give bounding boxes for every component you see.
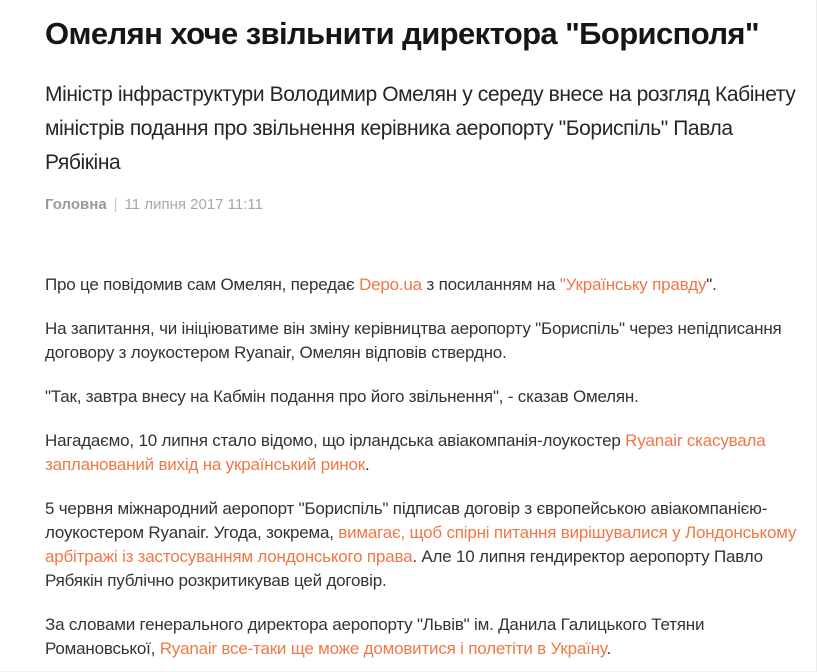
article-datetime: 11 липня 2017 11:11 (124, 196, 263, 213)
paragraph-text: . Але 10 липня гендиректор аеропорту Павло Рябякін публічно розкритикував цей договір. (45, 547, 763, 590)
meta-separator: | (113, 196, 118, 213)
article-lead: Міністр інфраструктури Володимир Омелян у середу внесе на розгляд Кабінету міністрів подання про звільнення керівника аеропорту "Бориспіль" Павла Рябікіна (45, 83, 796, 174)
paragraph-text: ". (706, 275, 717, 294)
paragraph-text: Нагадаємо, 10 липня стало відомо, що ірландська авіакомпанія-лоукостер (45, 431, 626, 450)
article-body (45, 273, 804, 661)
breadcrumb-section-link[interactable]: Головна (45, 196, 107, 213)
article-paragraph (45, 429, 804, 477)
article-meta (45, 196, 804, 213)
paragraph-text: . (606, 639, 611, 658)
inline-link[interactable]: "Українську правду (559, 275, 707, 294)
paragraph-text: За словами генерального директора аеропорту "Львів" ім. Данила Галицького Тетяни Романовської, (45, 615, 705, 658)
inline-link[interactable]: вимагає, щоб спірні питання вирішувалися у Лондонському арбітражі із застосуванням лондонського права (45, 523, 797, 566)
paragraph-text: На запитання, чи ініціюватиме він зміну керівництва аеропорту "Бориспіль" через непідписання договору з лоукостером Ryanair, Омелян відповів ствердно. (45, 319, 782, 362)
article-paragraph (45, 317, 804, 365)
paragraph-text: з посиланням на (421, 275, 560, 294)
paragraph-text: Про це повідомив сам Омелян, передає (45, 275, 360, 294)
inline-link[interactable]: Ryanair все-таки ще може домовитися і полетіти в Україну (159, 639, 607, 658)
paragraph-text: "Так, завтра внесу на Кабмін подання про його звільнення", - сказав Омелян. (45, 387, 639, 406)
article-paragraph (45, 613, 804, 661)
paragraph-text: 5 червня міжнародний аеропорт "Бориспіль" підписав договір з європейською авіакомпанією-лоукостером Ryanair. Угода, зокрема, (45, 499, 768, 542)
news-article (45, 16, 804, 661)
article-paragraph (45, 273, 804, 297)
inline-link[interactable]: Ryanair скасувала запланований вихід на український ринок (45, 431, 766, 474)
paragraph-text: . (364, 455, 370, 474)
article-title: Омелян хоче звільнити директора "Борисполя" (45, 16, 759, 51)
article-paragraph (45, 385, 804, 409)
article-paragraph (45, 497, 804, 593)
inline-link[interactable]: Depo.ua (359, 275, 422, 294)
